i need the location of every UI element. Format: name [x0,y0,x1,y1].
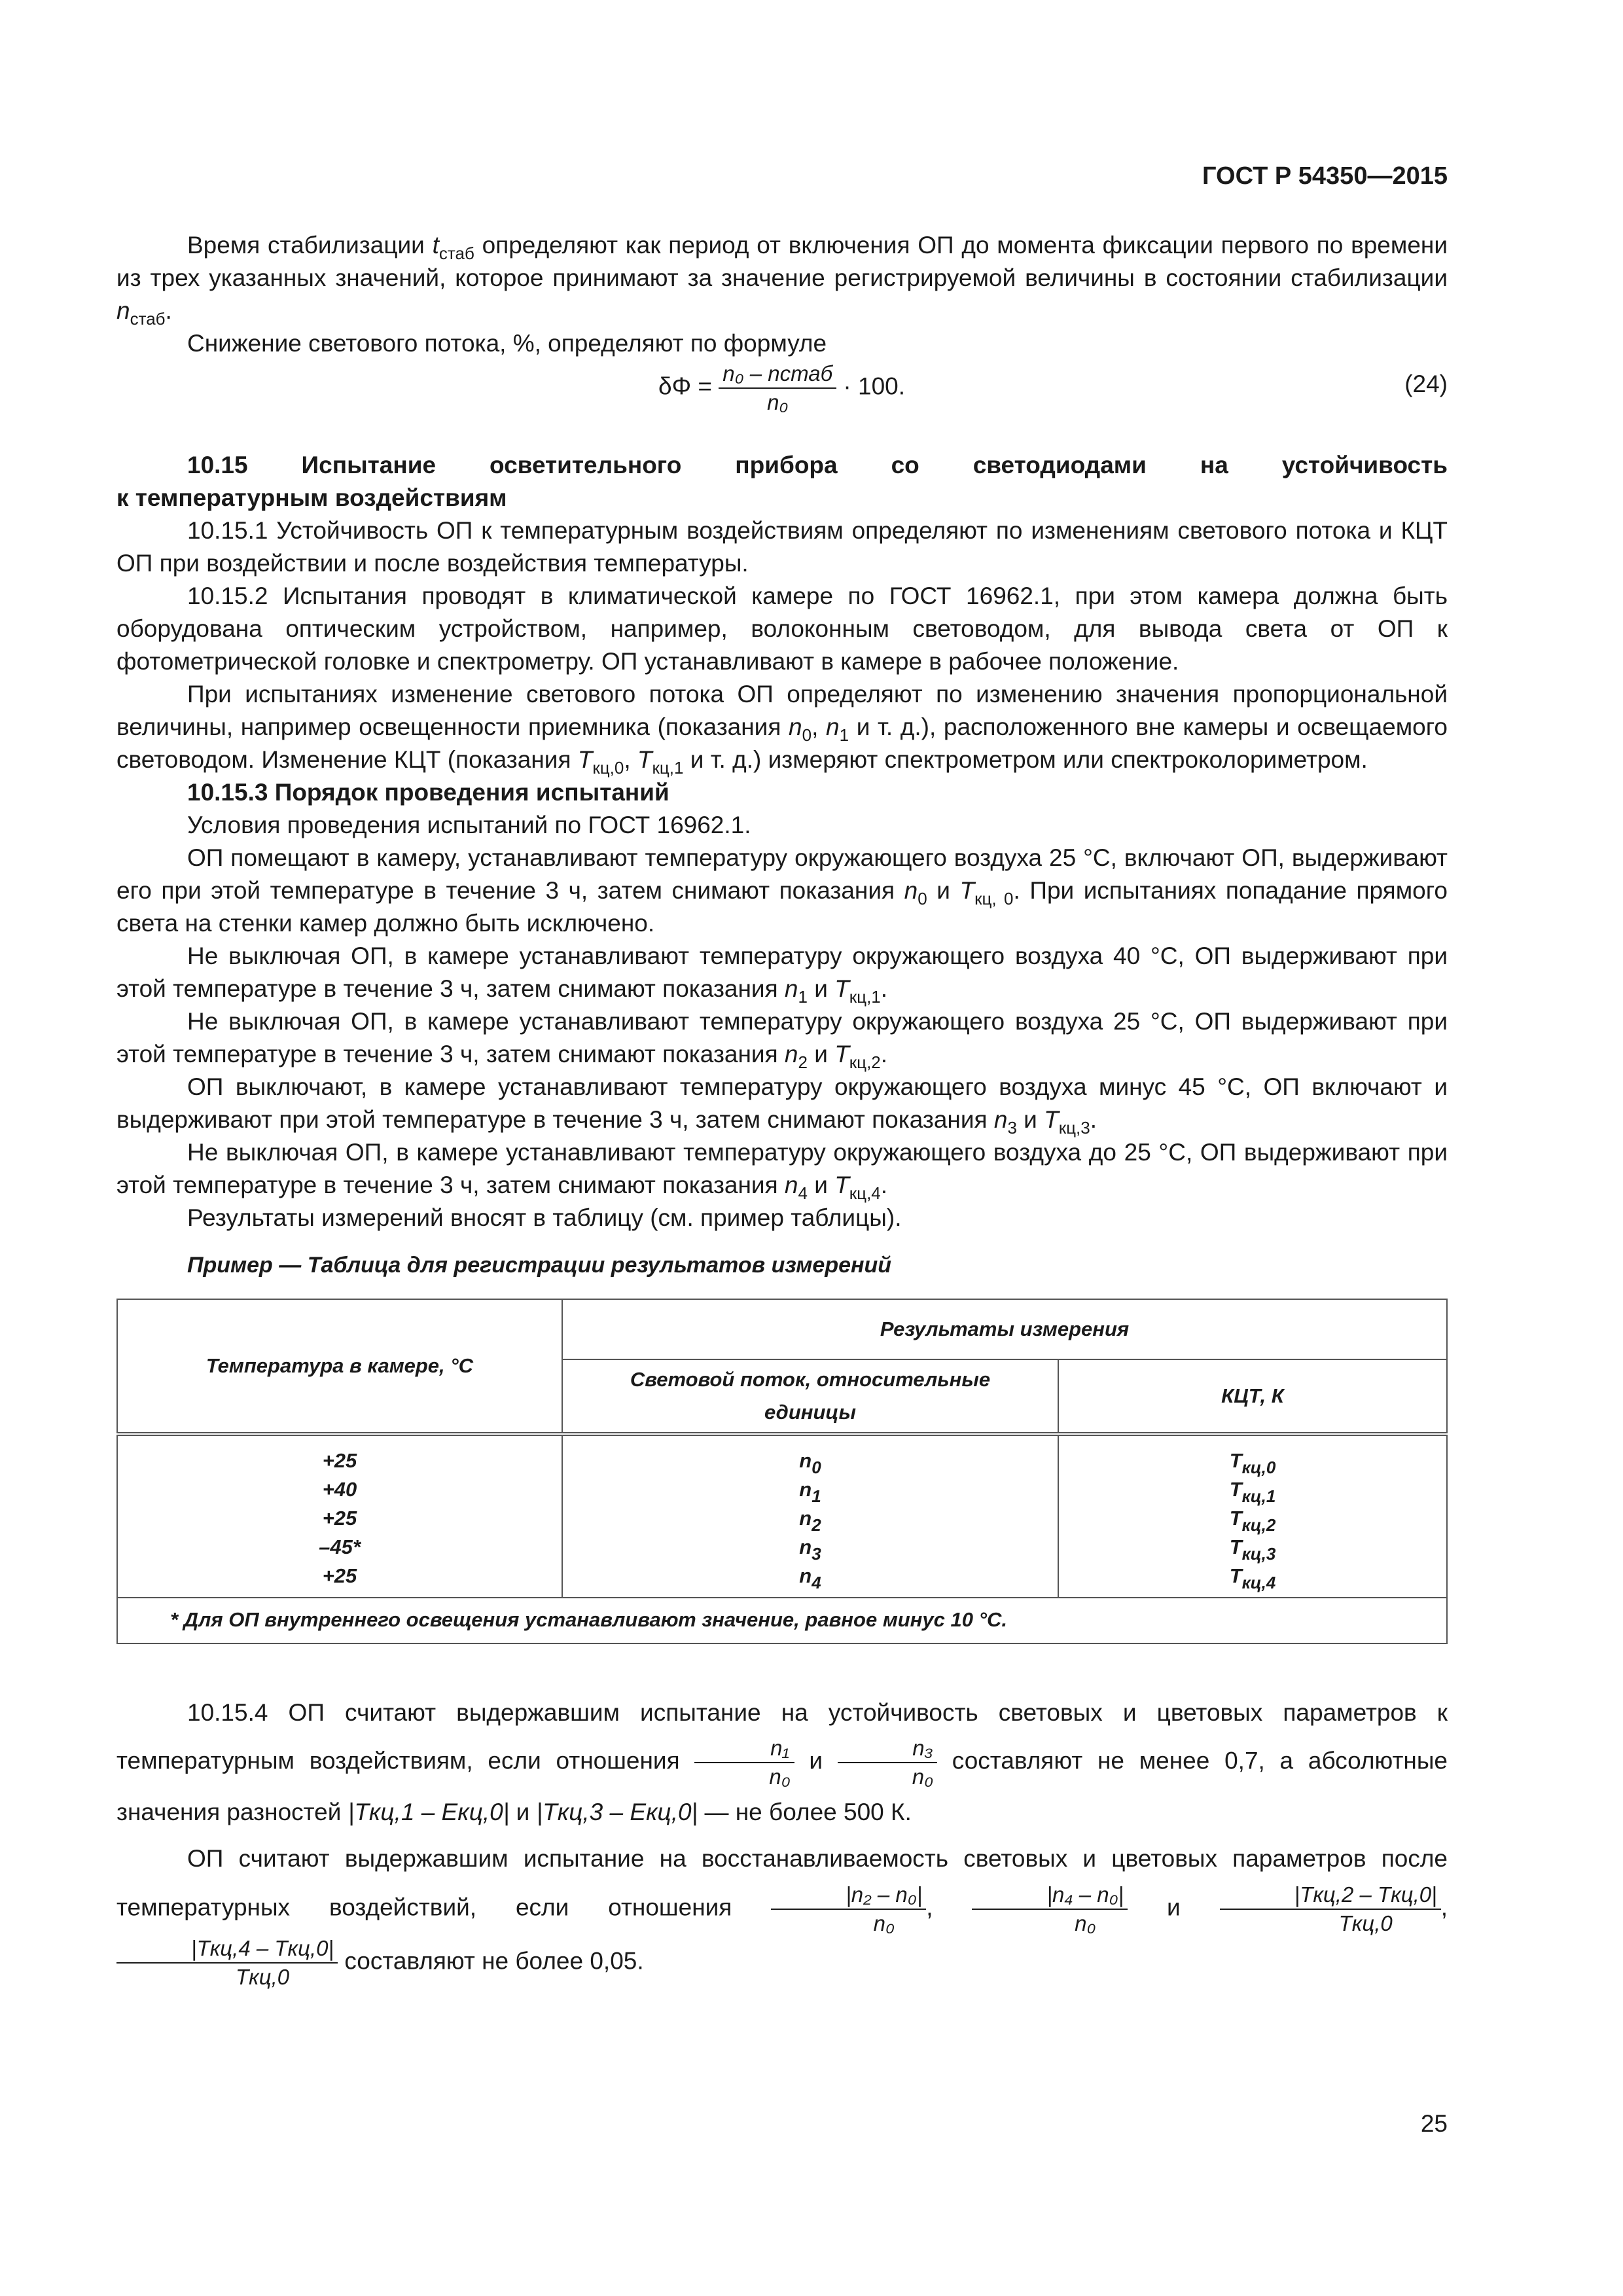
subscript: кц,3 [1241,1544,1276,1564]
subscript: кц,1 [1241,1486,1276,1506]
paragraph-recovery-criteria [116,1835,1448,1990]
subscript: кц,1 [849,987,881,1007]
text: , [926,1893,972,1921]
symbol: T [834,975,849,1002]
ratio-fraction [972,1882,1128,1936]
equation-number: (24) [1404,370,1448,397]
table-header-row [117,1299,1447,1359]
header-luminous-flux: Световой поток, относительные единицы [562,1359,1058,1434]
header-cct: КЦТ, К [1058,1359,1447,1434]
subscript: 1 [839,725,849,745]
symbol: T [637,746,652,773]
cct-cell [1061,1533,1444,1562]
flux-cell [565,1562,1055,1590]
symbol: T [959,877,975,904]
difference-expression: |Tкц,3 – Eкц,0| [536,1798,698,1825]
ratio-fraction [1220,1882,1441,1936]
temperature-cell: +40 [322,1478,357,1501]
paragraph-test-conditions: Условия проведения испытаний по ГОСТ 16962.1. [187,812,751,838]
fraction-numerator: n₃ [838,1736,937,1763]
text: составляют не менее 0,7, а абсолютные значения разностей [116,1747,1448,1825]
subscript: 0 [812,1458,821,1477]
fraction-denominator: n₀ [873,1910,895,1935]
symbol: n [904,877,918,904]
subscript: 2 [798,1052,808,1072]
paragraph-10-15-2: 10.15.2 Испытания проводят в климатической камере по ГОСТ 16962.1, при этом камера должна быть оборудована оптическим устройством, например, волоконным световодом, для вывода света от ОП к фотометрической головке и спектрометру. ОП устанавливают в камере в рабочее положение. [116,583,1448,675]
symbol: n [784,1041,798,1067]
formula-tail: · 100. [836,372,906,400]
temperature-cell: +25 [322,1449,357,1472]
text: . [165,297,172,324]
text: и [1128,1893,1220,1921]
subscript: стаб [130,309,166,329]
document-body [116,229,1448,1990]
subscript: 3 [812,1544,821,1564]
subscript: 1 [812,1486,821,1506]
text: — не более 500 К. [698,1798,912,1825]
paragraph-step-25c [116,842,1448,940]
text: 10.15.4 ОП считают выдержавшим испытание на устойчивость световых и цветовых параметров к температурным воздействиям, если отношения [116,1699,1448,1774]
cct-cell [1061,1446,1444,1475]
symbol: n [799,1449,812,1472]
flux-cell [565,1475,1055,1504]
ratio-fraction [771,1882,926,1936]
subscript: кц,4 [849,1183,881,1203]
subscript: кц, 0 [974,889,1014,908]
text: . При испытаниях попадание прямого света на стенки камер должно быть исключено. [116,877,1448,937]
symbol: n [789,713,802,740]
text: . [880,1172,888,1198]
subscript: кц,2 [849,1052,881,1072]
text: При испытаниях изменение светового потока ОП определяют по изменению значения пропорциональной величины, например освещенности приемника (показания [116,681,1448,740]
paragraph-10-15-4 [116,1690,1448,1835]
text: ОП помещают в камеру, устанавливают температуру окружающего воздуха 25 °С, включают ОП, выдерживают его при этой температуре в течение 3 ч, затем снимают показания [116,844,1448,904]
subscript: кц,0 [592,758,624,778]
fraction-denominator: n₀ [912,1764,934,1789]
text: Не выключая ОП, в камере устанавливают температуру окружающего воздуха 25 °С, ОП выдерживают при этой температуре в течение 3 ч, затем снимают показания [116,1008,1448,1067]
header-results-group: Результаты измерения [562,1299,1447,1359]
paragraph-results-table-ref: Результаты измерений вносят в таблицу (см. пример таблицы). [187,1204,902,1231]
flux-column [562,1434,1058,1598]
text: и [807,1172,835,1198]
text: . [1090,1106,1097,1133]
subscript: кц,3 [1058,1118,1090,1138]
symbol: T [1044,1106,1059,1133]
symbol: T [1229,1449,1242,1472]
symbol: T [834,1172,849,1198]
table-caption: Пример — Таблица для регистрации результатов измерений [187,1253,892,1278]
temperature-cell: +25 [322,1564,357,1587]
table-footnote-row [117,1598,1447,1643]
text: и [807,975,835,1002]
text: и [794,1747,838,1774]
ratio-fraction [838,1736,937,1789]
symbol: n [799,1478,812,1501]
temperature-cell: –45* [319,1535,361,1558]
text: составляют не более 0,05. [338,1947,644,1975]
symbol: n [799,1535,812,1558]
cct-cell [1061,1562,1444,1590]
formula-24 [116,360,1448,433]
text: Время стабилизации [187,232,433,259]
subscript: 0 [802,725,812,745]
formula-fraction [719,361,836,415]
difference-expression: |Tкц,1 – Eкц,0| [348,1798,510,1825]
formula-expression [658,361,905,415]
subscript: 4 [812,1573,821,1592]
fraction-denominator: Tкц,0 [1338,1910,1393,1935]
flux-cell [565,1446,1055,1475]
table-footnote: * Для ОП внутреннего освещения устанавливают значение, равное минус 10 °С. [117,1598,1447,1643]
fraction-denominator: Tкц,0 [235,1964,290,1989]
text: , [812,713,827,740]
section-heading-line: 10.15 Испытание осветительного прибора со светодиодами на устойчивость [187,452,1448,478]
subscript: кц,0 [1241,1458,1276,1477]
cct-cell [1061,1504,1444,1533]
symbol: n [784,975,798,1002]
symbol: t [432,232,439,259]
paragraph-stabilization-time [116,229,1448,327]
paragraph-measurement-method [116,678,1448,776]
text: Не выключая ОП, в камере устанавливают температуру окружающего воздуха до 25 °С, ОП выдерживают при этой температуре в течение 3 ч, затем снимают показания [116,1139,1448,1198]
paragraph-step-minus45c [116,1071,1448,1136]
document-code: ГОСТ Р 54350—2015 [1202,162,1448,190]
flux-cell [565,1504,1055,1533]
symbol: T [1229,1507,1242,1530]
text: . [880,975,888,1002]
fraction-numerator: |Tкц,4 – Tкц,0| [116,1936,338,1964]
subscript: кц,4 [1241,1573,1276,1592]
table-row [117,1434,1447,1598]
text: и т. д.) измеряют спектрометром или спектроколориметром. [683,746,1368,773]
paragraph-10-15-1: 10.15.1 Устойчивость ОП к температурным воздействиям определяют по изменениям светового потока и КЦТ ОП при воздействии и после воздействия температуры. [116,517,1448,577]
text: . [880,1041,888,1067]
subscript: 4 [798,1183,808,1203]
fraction-numerator: n₀ – nстаб [719,361,836,389]
document-page [116,0,1448,2296]
subscript: 0 [918,889,927,908]
cct-cell [1061,1475,1444,1504]
ratio-fraction [694,1736,794,1789]
paragraph-step-40c [116,940,1448,1005]
header-temperature: Температура в камере, °С [117,1299,562,1434]
text: и [927,877,960,904]
text: Не выключая ОП, в камере устанавливают температуру окружающего воздуха 40 °С, ОП выдерживают при этой температуре в течение 3 ч, затем снимают показания [116,942,1448,1002]
text: определяют как период от включения ОП до момента фиксации первого по времени из трех указанных значений, которое принимают за значение регистрируемой величины в состоянии стабилизации [116,232,1448,291]
symbol: n [116,297,130,324]
results-table [116,1299,1448,1644]
symbol: n [993,1106,1008,1133]
page-number: 25 [1420,2110,1448,2137]
text: ОП выключают, в камере устанавливают температуру окружающего воздуха минус 45 °С, ОП включают и выдерживают при этой температуре в течение 3 ч, затем снимают показания [116,1073,1448,1133]
symbol: n [826,713,840,740]
text: , [1440,1893,1448,1921]
symbol: n [799,1507,812,1530]
fraction-numerator: n₁ [694,1736,794,1763]
text: и т. д.), расположенного вне камеры и освещаемого световодом. Изменение КЦТ (показания [116,713,1448,773]
ratio-fraction [116,1936,338,1990]
fraction-denominator: n₀ [767,389,789,414]
text: , [624,746,637,773]
subscript: кц,1 [652,758,684,778]
fraction-numerator: |Tкц,2 – Tкц,0| [1220,1882,1441,1910]
symbol: T [1229,1478,1242,1501]
temperature-cell: +25 [322,1507,357,1530]
section-heading [116,449,1448,514]
temperature-column [117,1434,562,1598]
symbol: n [799,1564,812,1587]
subscript: стаб [438,243,474,263]
symbol: T [1229,1564,1242,1587]
subscript: 2 [812,1515,821,1535]
fraction-denominator: n₀ [1075,1910,1096,1935]
symbol: T [834,1041,849,1067]
cct-column [1058,1434,1447,1598]
fraction-numerator: |n₄ – n₀| [972,1882,1128,1910]
formula-lhs: δΦ = [658,372,719,400]
symbol: T [1229,1535,1242,1558]
subscript: кц,2 [1241,1515,1276,1535]
flux-cell [565,1533,1055,1562]
text: и [509,1798,537,1825]
fraction-denominator: n₀ [769,1764,791,1789]
text: и [1016,1106,1044,1133]
paragraph-step-return-25c [116,1136,1448,1202]
paragraph-flux-reduction: Снижение светового потока, %, определяют по формуле [187,330,827,357]
subsection-heading-10-15-3: 10.15.3 Порядок проведения испытаний [187,779,669,806]
text: и [807,1041,835,1067]
section-heading-line: к температурным воздействиям [116,484,507,511]
symbol: n [784,1172,798,1198]
subscript: 3 [1007,1118,1017,1138]
symbol: T [577,746,593,773]
subscript: 1 [798,987,808,1007]
paragraph-step-25c-second [116,1005,1448,1071]
text: ОП считают выдержавшим испытание на восстанавливаемость световых и цветовых параметров после температурных воздействий, если отношения [116,1844,1448,1921]
fraction-numerator: |n₂ – n₀| [771,1882,926,1910]
